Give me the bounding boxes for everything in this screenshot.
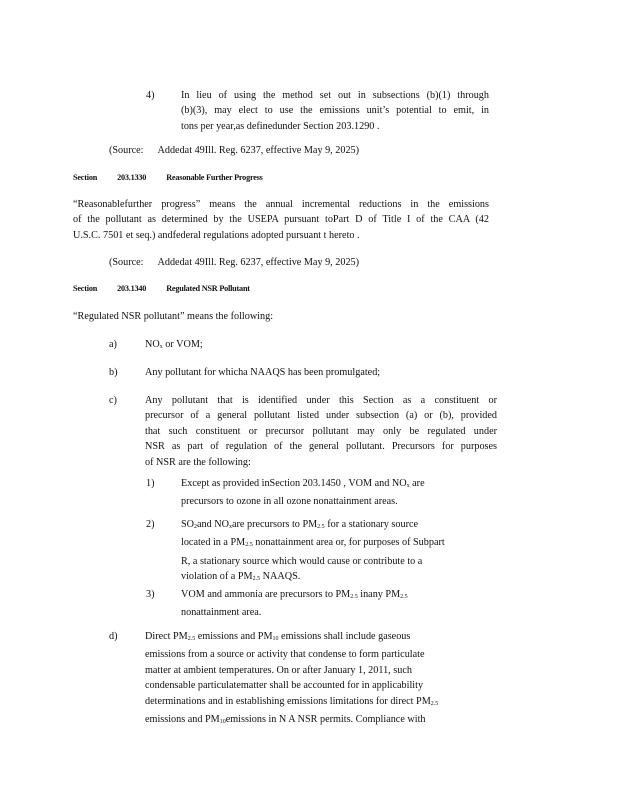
section-word: Section bbox=[73, 284, 98, 293]
section-title: Reasonable Further Progress bbox=[166, 173, 263, 182]
text-line: “Reasonablefurther progress” means the annual incremental reductions in the emissions bbox=[73, 199, 489, 210]
text-line: of the pollutant as determined by the USEPA pursuant toPart D of Title I of the CAA (42 bbox=[73, 214, 489, 226]
text-line: that such constituent or precursor pollutant may only be regulated under bbox=[145, 425, 497, 437]
text-line: R, a stationary source which would cause or contribute to a bbox=[181, 555, 423, 567]
item-number: b) bbox=[109, 367, 118, 378]
item-number: a) bbox=[109, 339, 117, 350]
text-line: Any pollutant that is identified under this Section as a constituent or bbox=[145, 395, 497, 406]
text-line: tons per year,as definedunder Section 203.1290 . bbox=[181, 120, 380, 132]
text-line: precursor of a general pollutant listed under subsection (a) or (b), provided bbox=[145, 410, 497, 422]
source-note bbox=[109, 255, 373, 270]
section-heading bbox=[73, 284, 270, 293]
section-heading bbox=[73, 173, 283, 182]
text-line: In lieu of using the method set out in subsections (b)(1) through bbox=[181, 90, 489, 101]
source-text: Addedat 49Ill. Reg. 6237, effective May 9, 2025) bbox=[157, 145, 360, 156]
text-line: Except as provided inSection 203.1450 , VOM and $NO_x$ are bbox=[181, 478, 425, 489]
text-line: Direct $PM_{2.5}$ emissions and $PM_{10}$ emissions shall include gaseous bbox=[145, 631, 411, 642]
item-4-paragraph bbox=[181, 88, 489, 134]
text-line: of NSR are the following: bbox=[145, 456, 251, 468]
item-number: 2) bbox=[146, 519, 155, 530]
text-line: nonattainment area. bbox=[181, 607, 262, 619]
text-line: condensable particulatematter shall be accounted for in applicability bbox=[145, 680, 424, 692]
section-title: Regulated NSR Pollutant bbox=[166, 284, 250, 293]
item-a-text: $NO_x$ or VOM; bbox=[145, 339, 203, 350]
text-line: $SO_2and$ $NO_xare$ precursors to $PM_{2.5}$ for a stationary source bbox=[181, 519, 419, 530]
text-line: U.S.C. 7501 et seq.) andfederal regulations adopted pursuant t hereto . bbox=[73, 229, 360, 241]
text-line: (b)(3), may elect to use the emissions unit’s potential to emit, in bbox=[181, 105, 489, 117]
item-number: 4) bbox=[146, 90, 155, 101]
item-b-text: Any pollutant for whicha NAAQS has been promulgated; bbox=[145, 367, 381, 378]
text-line: matter at ambient temperatures. On or after January 1, 2011, such bbox=[145, 664, 412, 676]
section-word: Section bbox=[73, 173, 98, 182]
definition-intro: “Regulated NSR pollutant” means the following: bbox=[73, 311, 274, 322]
source-label: (Source: bbox=[109, 257, 144, 268]
section-number: 203.1340 bbox=[117, 284, 147, 293]
text-line: violation of a $PM_{2.5}$ NAAQS. bbox=[181, 571, 301, 583]
subitem-3-paragraph bbox=[181, 587, 467, 621]
item-number: 1) bbox=[146, 478, 155, 489]
item-d-paragraph bbox=[145, 629, 490, 730]
definition-paragraph bbox=[73, 197, 489, 243]
item-number: d) bbox=[109, 631, 118, 642]
text-line: located in a $PM_{2.5}$ nonattainment area or, for purposes of Subpart bbox=[181, 537, 445, 549]
text-line: emissions and $PM_{10}emissions$ in N A NSR permits. Compliance with bbox=[145, 714, 426, 726]
subitem-1-paragraph bbox=[181, 476, 467, 510]
subitem-2-paragraph bbox=[181, 517, 467, 588]
text-line: NSR as part of regulation of the general pollutant. Precursors for purposes bbox=[145, 441, 497, 453]
text-line: precursors to ozone in all ozone nonattainment areas. bbox=[181, 496, 398, 508]
section-number: 203.1330 bbox=[117, 173, 147, 182]
source-text: Addedat 49Ill. Reg. 6237, effective May 9, 2025) bbox=[157, 257, 360, 268]
text-line: determinations and in establishing emissions limitations for direct $PM_{2.5}$ bbox=[145, 695, 439, 707]
item-number: c) bbox=[109, 395, 117, 406]
item-number: 3) bbox=[146, 589, 155, 600]
item-c-paragraph bbox=[145, 393, 497, 470]
text-line: emissions from a source or activity that condense to form particulate bbox=[145, 649, 425, 661]
source-label: (Source: bbox=[109, 145, 144, 156]
text-line: VOM and ammonia are precursors to $PM_{2.5}$ inany $PM_{2.5}$ bbox=[181, 589, 408, 600]
source-note bbox=[109, 143, 373, 158]
